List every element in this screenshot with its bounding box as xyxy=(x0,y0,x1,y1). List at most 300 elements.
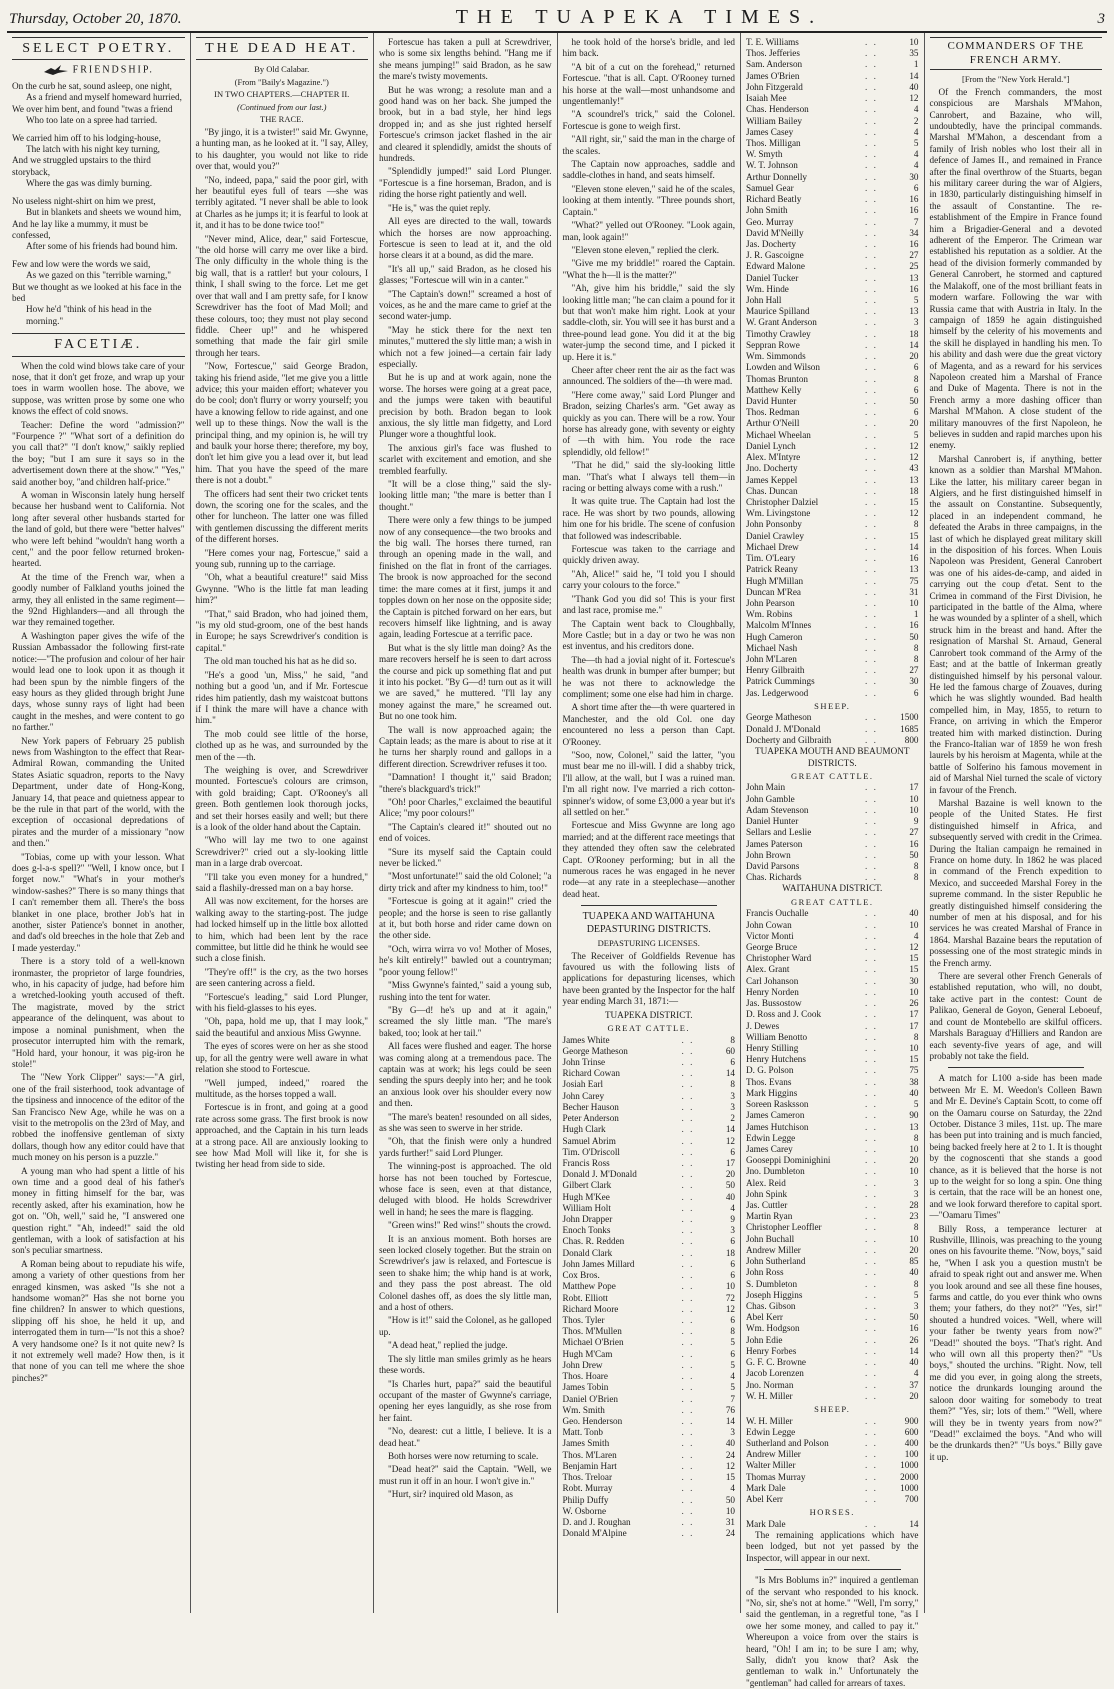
licensee-name: Benjamin Hart xyxy=(562,1460,617,1471)
paragraph: But what is the sly little man doing? As the mare recovers herself he is seen to dart across the course and pick up something flat and put it into his pocket. "By G—d! turn out as it will we are saved," he muttered. "I'll lay any money against the mare," he screamed out. But no one took him. xyxy=(379,642,552,722)
table-row xyxy=(746,59,919,70)
licensee-name: Edwin Legge xyxy=(746,1426,796,1437)
closing-note: The remaining applications which have been lodged, but not yet passed by the Inspector, will appear in our next. xyxy=(746,1530,919,1563)
table-row xyxy=(563,1169,736,1180)
leader-dots: . . xyxy=(681,1191,695,1202)
licensee-name: John Ponsonby xyxy=(746,519,802,530)
leader-dots: . . xyxy=(865,126,878,137)
head-count: 26 xyxy=(909,1334,919,1345)
licensee-name: Jno. Docherty xyxy=(746,463,798,474)
paper-title: THE TUAPEKA TIMES. xyxy=(455,6,824,28)
sheep-table-waitahuna xyxy=(746,1416,919,1506)
table-row xyxy=(563,1416,736,1427)
paragraph: A woman in Wisconsin lately hung herself because her husband went to California. Not long after several other husbands started for the land of gold, but there were "better halves" who were left behind "wouldn't hang worth a cent," and the poor fellow returned broken-hearted. xyxy=(12,490,185,569)
leader-dots: . . xyxy=(865,115,878,126)
leader-dots: . . xyxy=(865,59,878,70)
divider xyxy=(948,1067,1085,1068)
column-2 xyxy=(191,33,375,1613)
licensee-name: John Hall xyxy=(746,295,782,306)
poem-line: On the curb he sat, sound asleep, one night, xyxy=(12,81,172,92)
head-count: 30 xyxy=(909,975,919,986)
licensee-name: T. E. Williams xyxy=(746,37,799,47)
leader-dots: . . xyxy=(865,182,878,193)
licensee-name: Lowden and Wilson xyxy=(746,362,820,373)
head-count: 8 xyxy=(913,1222,919,1233)
leader-dots: . . xyxy=(865,1471,878,1482)
licensee-name: John Ross xyxy=(746,1267,784,1278)
head-count: 12 xyxy=(725,1135,735,1146)
paragraph: The sly little man smiles grimly as he hears these words. xyxy=(379,1353,552,1376)
table-row xyxy=(563,1461,736,1472)
table-row xyxy=(746,1133,919,1144)
story-chapter: IN TWO CHAPTERS.—CHAPTER II. xyxy=(214,89,350,100)
leader-dots: . . xyxy=(865,1143,878,1154)
licensee-name: Carl Johanson xyxy=(746,975,799,986)
head-count: 43 xyxy=(909,463,919,474)
licensee-name: Josiah Earl xyxy=(562,1079,604,1090)
licensee-name: Hugh M'Millan xyxy=(746,575,804,586)
leader-dots: . . xyxy=(865,1323,878,1334)
head-count: 10 xyxy=(909,1042,919,1053)
head-count: 15 xyxy=(909,1054,919,1065)
table-row xyxy=(746,295,919,306)
licensee-name: Soreen Rasksson xyxy=(746,1099,809,1110)
licensee-name: Wm. Hinde xyxy=(746,283,789,294)
leader-dots: . . xyxy=(681,1258,695,1269)
paragraph: But he is up and at work again, none the worse. The horses were going at a great pace, and the jumps were taken with beautiful precision by both. Bradon began to look anxious, the sly little man fidgetty, and Lord Plunger wore a thoughtful look. xyxy=(379,372,552,440)
licensee-name: John Pearson xyxy=(746,597,795,608)
table-row xyxy=(563,1337,736,1348)
license-table-tuapeka xyxy=(563,1035,736,1540)
licensee-name: Robt. Murray xyxy=(562,1483,613,1494)
licensee-name: John Edie xyxy=(746,1334,783,1345)
leader-dots: . . xyxy=(865,474,878,485)
head-count: 6 xyxy=(730,1348,735,1359)
table-row xyxy=(563,1382,736,1393)
head-count: 8 xyxy=(913,1031,919,1042)
licensee-name: Sutherland and Polson xyxy=(746,1437,829,1448)
poem-line: How he'd "think of his head in the morning." xyxy=(26,304,152,326)
licensee-name: Wm. Smith xyxy=(562,1404,605,1415)
licensee-name: Abel Kerr xyxy=(746,1312,783,1323)
table-row xyxy=(563,1102,736,1113)
table-row xyxy=(746,486,919,497)
leader-dots: . . xyxy=(865,171,878,182)
table-row xyxy=(563,1293,736,1304)
table-row xyxy=(563,1091,736,1102)
table-row xyxy=(563,1225,736,1236)
paragraph: "By jingo, it is a twister!" said Mr. Gwynne, a hunting man, as he looked at it. "I say, Alley, to his daughter, you would not like to ride over that, would you?" xyxy=(195,127,368,172)
licensee-name: Victor Monti xyxy=(746,930,794,941)
head-count: 12 xyxy=(909,452,919,463)
leader-dots: . . xyxy=(865,485,878,496)
column-5 xyxy=(741,33,925,1688)
licensee-name: Gilbert Clark xyxy=(562,1180,612,1191)
licensee-name: William Holt xyxy=(562,1202,611,1213)
table-row xyxy=(746,542,919,553)
paragraph: Both horses were now returning to scale. xyxy=(388,1450,539,1461)
leader-dots: . . xyxy=(865,227,878,238)
poem-line: No useless night-shirt on him we prest, xyxy=(12,195,156,206)
head-count: 8 xyxy=(913,860,919,871)
head-count: 27 xyxy=(909,250,919,261)
licensee-name: John M'Laren xyxy=(746,654,797,665)
table-row xyxy=(746,160,919,171)
paragraph: All faces were flushed and eager. The horse was coming along at a tremendous pace. The captain was at work; his legs could be seen sending the spurs deeply into her; and he took an anxious look over his shoulder every now and then. xyxy=(379,1041,552,1109)
licensee-name: Joseph Higgins xyxy=(746,1289,803,1300)
paragraph: "Oh, papa, hold me up, that I may look," said the beautiful and anxious Miss Gwynne. xyxy=(195,1016,368,1038)
head-count: 16 xyxy=(909,283,919,294)
table-row xyxy=(746,1312,919,1323)
licensee-name: Jno. Dumbleton xyxy=(746,1166,805,1177)
table-row xyxy=(563,1483,736,1494)
licensee-name: Robt. Elliott xyxy=(562,1292,608,1303)
paragraph: "By G—d! he's up and at it again," screamed the sly little man. "The mare's baked, too; look at her tail." xyxy=(379,1004,552,1038)
table-row xyxy=(746,463,919,474)
head-count: 38 xyxy=(909,1076,919,1087)
head-count: 90 xyxy=(909,1110,919,1121)
table-row xyxy=(746,1088,919,1099)
table-row xyxy=(746,920,919,931)
leader-dots: . . xyxy=(865,137,878,148)
licensee-name: John Cowan xyxy=(746,919,792,930)
leader-dots: . . xyxy=(865,1494,878,1505)
head-count: 6 xyxy=(730,1270,735,1281)
head-count: 4 xyxy=(730,1202,735,1213)
leader-dots: . . xyxy=(865,1132,878,1143)
leader-dots: . . xyxy=(865,48,878,59)
head-count: 4 xyxy=(913,930,919,941)
licensee-name: Richard Moore xyxy=(562,1303,619,1314)
head-count: 2000 xyxy=(900,1471,919,1482)
table-row xyxy=(746,598,919,609)
leader-dots: . . xyxy=(681,1236,695,1247)
table-row xyxy=(563,1068,736,1079)
head-count: 700 xyxy=(904,1494,919,1505)
table-row xyxy=(746,273,919,284)
table-row xyxy=(563,1203,736,1214)
commanders-body xyxy=(930,87,1103,1063)
leader-dots: . . xyxy=(865,953,878,964)
column-3 xyxy=(374,33,558,1613)
table-row xyxy=(746,351,919,362)
table-row xyxy=(563,1270,736,1281)
licensee-name: Daniel Lynch xyxy=(746,440,796,451)
licensee-name: W. Osborne xyxy=(562,1505,607,1516)
licensee-name: David Hunter xyxy=(746,396,797,406)
licensee-name: Tim. O'Leary xyxy=(746,553,796,564)
table-row xyxy=(746,362,919,373)
head-count: 50 xyxy=(909,396,919,406)
paragraph: "It will be a close thing," said the sly-looking little man; "the mare is better than I thought." xyxy=(379,479,552,512)
table-row xyxy=(746,654,919,665)
licensee-name: Arthur O'Neill xyxy=(746,418,800,429)
table-row xyxy=(746,1009,919,1020)
leader-dots: . . xyxy=(865,1110,878,1121)
licensee-name: Jas. Cuttler xyxy=(746,1200,788,1211)
leader-dots: . . xyxy=(865,1054,878,1065)
head-count: 24 xyxy=(725,1528,735,1539)
leader-dots: . . xyxy=(681,1281,695,1292)
paragraph: Cheer after cheer rent the air as the fact was announced. The soldiers of the—th were mad. xyxy=(562,364,735,387)
issue-date: Thursday, October 20, 1870. xyxy=(9,11,182,27)
head-count: 2 xyxy=(913,115,919,126)
newspaper-page xyxy=(7,4,1107,1688)
leader-dots: . . xyxy=(865,942,878,952)
licensee-name: Chas. Gibson xyxy=(746,1301,796,1311)
licensee-name: Patrick Cummings xyxy=(746,676,815,687)
table-row xyxy=(746,1200,919,1211)
paragraph: The anxious girl's face was flushed to scarlet with excitement and emotion, and she trembled fearfully. xyxy=(379,442,552,476)
district-heading: TUAPEKA DISTRICT. xyxy=(604,1009,693,1020)
story-byline: By Old Calabar. xyxy=(254,64,310,75)
table-row xyxy=(746,1279,919,1290)
leader-dots: . . xyxy=(865,712,878,723)
cattle-label: GREAT CATTLE. xyxy=(607,1023,691,1033)
head-count: 12 xyxy=(909,93,919,104)
table-row xyxy=(563,1113,736,1124)
leader-dots: . . xyxy=(865,1155,878,1166)
licensee-name: Jno. Norman xyxy=(746,1379,794,1390)
poem-line: Where the gas was dimly burning. xyxy=(26,178,153,189)
table-row xyxy=(746,172,919,183)
head-count: 10 xyxy=(909,1166,919,1177)
head-count: 20 xyxy=(909,418,919,429)
licensee-name: Adam Stevenson xyxy=(746,804,809,815)
table-row xyxy=(746,374,919,385)
licensee-name: Chas. Henderson xyxy=(746,104,809,115)
licensee-name: George Bruce xyxy=(746,942,798,952)
sheep-table-tuapeka xyxy=(746,712,919,746)
head-count: 9 xyxy=(913,816,919,827)
bird-icon xyxy=(43,64,69,76)
table-row xyxy=(746,1494,919,1505)
licensee-name: Hugh Clark xyxy=(562,1124,606,1135)
depasturing-intro: The Receiver of Goldfields Revenue has favoured us with the following lists of applications for depasturing licenses, which have been granted by the Inspector for the half year ending March 31, 1871:— xyxy=(562,950,735,1007)
leader-dots: . . xyxy=(865,1390,878,1401)
leader-dots: . . xyxy=(865,216,878,227)
head-count: 28 xyxy=(909,1200,919,1211)
leader-dots: . . xyxy=(865,339,878,350)
table-row xyxy=(746,329,919,340)
leader-dots: . . xyxy=(865,1334,878,1345)
table-row xyxy=(746,82,919,93)
leader-dots: . . xyxy=(865,793,878,804)
leader-dots: . . xyxy=(865,306,878,317)
head-count: 1000 xyxy=(900,1482,919,1493)
paragraph: "Thank God you did so! This is your first and last race, promise me." xyxy=(562,593,735,616)
table-row xyxy=(746,931,919,942)
leader-dots: . . xyxy=(681,1247,695,1258)
table-row xyxy=(746,953,919,964)
licensee-name: J. R. Gascoigne xyxy=(746,250,804,261)
licensee-name: Chas. Richards xyxy=(746,872,802,883)
paragraph: There is a story told of a well-known ironmaster, the proprietor of large foundries, who, in his capacity of judge, had before him a wretched-looking youth accused of theft. The magistrate, moved by the strict appearance of the delinquent, was about to impose a nominal punishment, when the prosecutor interrupted him with the remark, "Hold hard, your honour, it was pig-iron he stole!" xyxy=(12,956,185,1069)
paragraph: "The mare's beaten! resounded on all sides, as she was seen to swerve in her stride. xyxy=(379,1111,552,1133)
licensee-name: David M'Neilly xyxy=(746,227,804,238)
licensee-name: James O'Brien xyxy=(746,70,800,81)
stanza xyxy=(12,259,185,327)
paragraph: "Fortescue is going at it again!" cried the people; and the horse is seen to rise gallantly at it, but both horse and rider came down on the other side. xyxy=(379,896,552,941)
leader-dots: . . xyxy=(865,642,878,653)
leader-dots: . . xyxy=(865,1278,878,1289)
table-row xyxy=(746,317,919,328)
licensee-name: Wm. Livingstone xyxy=(746,508,811,519)
head-count: 5 xyxy=(913,1099,919,1110)
licensee-name: Thos. Jefferies xyxy=(746,48,800,59)
head-count: 8 xyxy=(913,872,919,883)
licensee-name: Alex. Reid xyxy=(746,1177,786,1188)
licensee-name: W. T. Johnson xyxy=(746,160,798,171)
paragraph: "They're off!" is the cry, as the two horses are seen cantering across a field. xyxy=(195,966,368,989)
paragraph: "Ah, give him his briddle," said the sly looking little man; "he can claim a pound for it but that won't make him right. Look at your saddle-cloth, sir. You will see it has burst and a three-pound lead gone. You did it at the big water-jump the second time, and I picked it up. Here it is." xyxy=(562,283,736,362)
head-count: 12 xyxy=(909,508,919,519)
leader-dots: . . xyxy=(681,1382,695,1393)
table-row xyxy=(746,284,919,295)
paragraph: "Well jumped, indeed," roared the multitude, as the horses topped a wall. xyxy=(195,1077,368,1099)
head-count: 75 xyxy=(909,575,919,586)
stanza xyxy=(12,196,185,253)
licensee-name: John James Millard xyxy=(562,1258,635,1269)
paragraph: A match for L100 a-side has been made between Mr E. M. Weedon's Colleen Bawn and Mr E. Devine's Captain Scott, to come off on the Oamaru course on Saturday, the 22nd October. Distance 3 miles, 11st. up. The mare has been put into training and is much fancied, being backed freely here at 2 to 1. It is thought by the cognoscenti that she stands a good chance, as it is believed that the horse is not up to the weight for so long a spin. One thing is certain, that the race will be an honest one, and we look forward therefore to capital sport.—"Oamaru Times" xyxy=(929,1073,1102,1221)
table-row xyxy=(563,1259,736,1270)
poem-line: But in blankets and sheets we wound him, xyxy=(26,207,182,218)
table-row xyxy=(746,1166,919,1177)
leader-dots: . . xyxy=(865,238,878,249)
paragraph: "Damnation! I thought it," said Bradon; "there's blackguard's trick!" xyxy=(379,772,552,794)
leader-dots: . . xyxy=(681,1292,695,1303)
license-table-tuapeka-mouth xyxy=(746,782,919,883)
head-count: 5 xyxy=(730,1359,735,1370)
leader-dots: . . xyxy=(865,1177,878,1188)
leader-dots: . . xyxy=(681,1393,695,1404)
head-count: 600 xyxy=(904,1426,919,1437)
leader-dots: . . xyxy=(681,1326,695,1337)
sheep-label: SHEEP. xyxy=(814,700,851,711)
leader-dots: . . xyxy=(681,1056,695,1067)
leader-dots: . . xyxy=(681,1494,695,1505)
leader-dots: . . xyxy=(865,1437,878,1448)
table-row xyxy=(746,531,919,542)
head-count: 40 xyxy=(909,1087,919,1098)
licensee-name: Francis Ross xyxy=(562,1157,610,1168)
table-row xyxy=(746,1178,919,1189)
table-row xyxy=(746,1519,919,1530)
paragraph: "That he did," said the sly-looking little man. "That's what I always tell them—in racing or betting always come with a rush." xyxy=(562,460,735,494)
head-count: 6 xyxy=(913,362,919,373)
licensee-name: Philip Duffy xyxy=(562,1494,609,1505)
leader-dots: . . xyxy=(681,1202,695,1213)
table-row xyxy=(746,609,919,620)
head-count: 20 xyxy=(909,1155,919,1166)
leader-dots: . . xyxy=(865,272,878,283)
table-row xyxy=(746,1357,919,1368)
table-row xyxy=(746,816,919,827)
paragraph: Of the French commanders, the most conspicious are Marshals M'Mahon, Canrobert, and Bazaine, who will, undoubtedly, have the principal commands. Marshal M'Mahon, a descendant from a family of Irish nobles who lost their all in defence of James II., and remained in France after the final overthrow of the Stuarts, began his military career during the war of Algiers, in 1830, particularly distinguishing himself in the assault of Constantine. The re-establishment of the Empire in France found him a Brigadier-General and a devoted adherent of the Emperor. The Crimean war established his reputation as a soldier. At the head of the division formerly commanded by General Canrobert, he stormed and captured the Malakoff, one of the most brilliant feats in modern warfare. Following the war with Russia came that with Austria in Italy. In the campaign of 1859 he again distinguished himself by the celerity of his movements and the skill he displayed in handling his men. To his ability and dash were due the great victory of Magenta, and as a reward for his services Napoleon created him a Marshal of France and Duke of Magenta. There is not in the French army a more dashing officer than Marshal M'Mahon. A close student of the military manouvres of the first Napoleon, he believes in sudden and rapid marches upon his enemy. xyxy=(929,86,1102,451)
table-row xyxy=(746,665,919,676)
table-row xyxy=(563,1035,736,1046)
licensee-name: Samuel Gear xyxy=(746,182,794,193)
leader-dots: . . xyxy=(865,654,878,665)
head-count: 1 xyxy=(913,59,919,70)
head-count: 5 xyxy=(913,295,919,306)
paragraph: The "New York Clipper" says:—"A girl, one of the frail sisterhood, took advantage of the tipsiness and innocence of the editor of the San Francisco New Age, while he was on a visit to the metropolis on the 23rd of May, and robbed the inoffensive gentleman of sixty dollars, though how any editor could have that much money on his person is a puzzle." xyxy=(12,1072,185,1163)
head-count: 8 xyxy=(730,1034,735,1045)
leader-dots: . . xyxy=(865,194,878,205)
licensee-name: Daniel Crawley xyxy=(746,530,804,541)
leader-dots: . . xyxy=(865,665,878,676)
head-count: 20 xyxy=(909,1390,919,1401)
cattle-label-2: GREAT CATTLE. xyxy=(790,770,874,781)
leader-dots: . . xyxy=(865,429,878,440)
table-row xyxy=(746,1021,919,1032)
licensee-name: John Smith xyxy=(746,205,788,216)
leader-dots: . . xyxy=(865,849,878,860)
license-table-continued xyxy=(746,37,919,699)
licensee-name: Seppran Rowe xyxy=(746,339,800,350)
licensee-name: John Gamble xyxy=(746,793,795,804)
head-count: 17 xyxy=(725,1157,735,1168)
depasturing-heading: TUAPEKA AND WAITAHUNA DEPASTURING DISTRICTS. xyxy=(582,911,715,935)
paragraph: "He's a good 'un, Miss," he said, "and nothing but a good 'un, and if Mr. Fortescue rides him patiently, dash my waistcoat buttons if I think the mare will have a chance with him." xyxy=(195,669,368,726)
paragraph: "It's all up," said Bradon, as he closed his glasses; "Fortescue will win in a canter." xyxy=(379,263,552,286)
table-row xyxy=(563,1236,736,1247)
head-count: 6 xyxy=(913,182,919,193)
table-row xyxy=(746,688,919,699)
licensee-name: Isaiah Mee xyxy=(746,93,787,104)
table-row xyxy=(746,794,919,805)
head-count: 1500 xyxy=(900,712,919,723)
leader-dots: . . xyxy=(681,1404,695,1415)
leader-dots: . . xyxy=(681,1516,695,1527)
table-row xyxy=(746,1122,919,1133)
head-count: 10 xyxy=(725,1281,735,1292)
head-count: 23 xyxy=(909,1211,919,1222)
poem-line: As we gazed on this "terrible warning," xyxy=(26,270,172,281)
head-count: 50 xyxy=(725,1180,735,1191)
page-number: 3 xyxy=(1097,11,1105,27)
table-row xyxy=(563,1281,736,1292)
table-row xyxy=(746,1144,919,1155)
paragraph: The wall is now approached again; the Captain leads; as the mare is about to rise at it he turns her sharply round and gallops in a different direction. Screwdriver refuses it too. xyxy=(379,724,552,769)
licensee-name: Sam. Anderson xyxy=(746,59,803,70)
head-count: 3 xyxy=(730,1101,735,1112)
paragraph: "Sure its myself said the Captain could never be licked." xyxy=(379,846,552,869)
table-row xyxy=(563,1405,736,1416)
paragraph: "Is Charles hurt, papa?" said the beautiful occupant of the master of Gwynne's carriage, opening her eyes languidly, as she rose from her faint. xyxy=(379,1378,552,1423)
paragraph: Marshal Bazaine is well known to the people of the United States. He first distinguished himself in Africa, and subsequently served with credit in the Crimea. During the Italian campaign he remained in France on home duty. In 1862 he was placed in command of the French expedition to Mexico, and succeeded Marshal Forey in the supreme command. In the sister Republic he greatly distinguished himself considering the number of men at his disposal, and for his services he was created Marshal of France in 1864. Marshal Bazaine bears the reputation of possessing one of the most strategic minds in the French army. xyxy=(929,797,1102,968)
leader-dots: . . xyxy=(865,1289,878,1300)
table-row xyxy=(746,587,919,598)
table-row xyxy=(746,228,919,239)
table-row xyxy=(563,1472,736,1483)
poem-line: But we thought as we looked at his face in the bed xyxy=(12,281,182,303)
head-count: 6 xyxy=(913,687,919,698)
table-row xyxy=(563,1517,736,1528)
leader-dots: . . xyxy=(865,104,878,115)
licensee-name: Edward Malone xyxy=(746,261,805,272)
leader-dots: . . xyxy=(865,1312,878,1323)
licensee-name: James Keppel xyxy=(746,474,798,485)
paragraph: The old man touched his hat as he did so. xyxy=(204,656,357,667)
head-count: 15 xyxy=(909,964,919,975)
table-row xyxy=(746,149,919,160)
licensee-name: William Benotto xyxy=(746,1031,808,1042)
paragraph: It is an anxious moment. Both horses are seen locked closely together. But the strain on Screwdriver's jaw is relaxed, and Fortescue is seen to shake him; the whip hand is at work, and they pass the post abreast. The old Colonel dashes off, as does the sly little man, and a host of others. xyxy=(379,1233,552,1313)
leader-dots: . . xyxy=(865,93,878,104)
licensee-name: Thomas Brunton xyxy=(746,373,809,384)
paragraph: All eyes are directed to the wall, towards which the horses are now approaching. Fortescue is seen to lead at it, and the old horse clears it at a bound, as did the mare. xyxy=(379,216,552,261)
